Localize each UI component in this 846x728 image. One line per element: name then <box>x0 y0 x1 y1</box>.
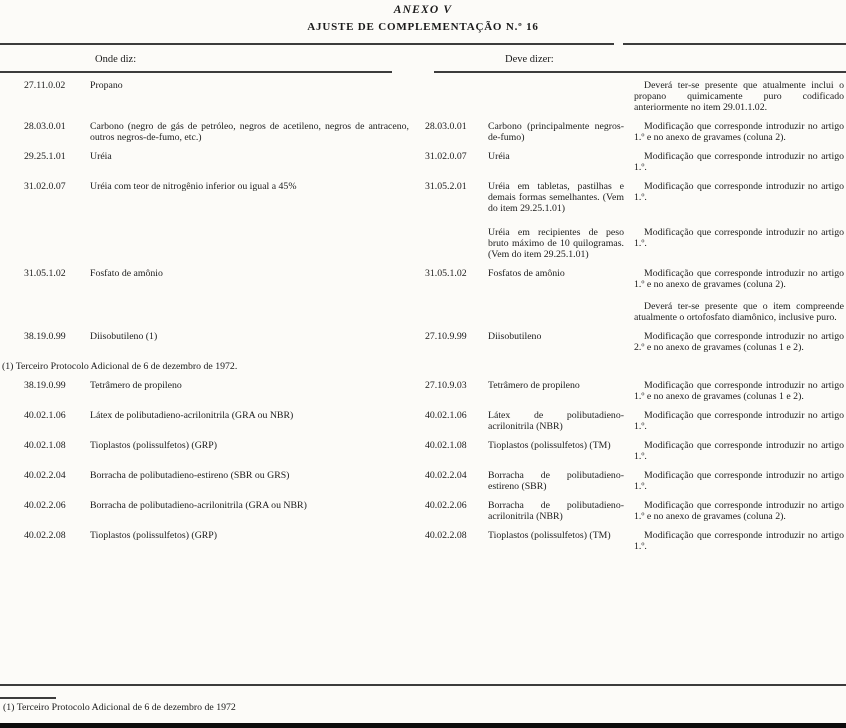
deve-dizer-cell <box>425 268 846 323</box>
modification-notes <box>634 440 846 462</box>
tariff-code-old: 31.05.1.02 <box>24 268 66 279</box>
modification-notes <box>634 181 846 214</box>
deve-dizer-cell <box>425 331 846 353</box>
header-divider <box>0 71 846 73</box>
note-paragraph: Modificação que corresponde introduzir no artigo 1.º e no anexo de gravames (colunas 1 e 2). <box>634 380 844 402</box>
tariff-code-new: 31.05.1.02 <box>425 268 467 279</box>
tariff-code-old: 40.02.2.06 <box>24 500 66 511</box>
description-old: Tetrâmero de propileno <box>90 380 182 391</box>
row-segment <box>425 500 846 522</box>
note-paragraph: Modificação que corresponde introduzir no artigo 1.º. <box>634 440 844 462</box>
row-segment <box>425 410 846 432</box>
note-paragraph: Modificação que corresponde introduzir no artigo 1.º. <box>634 530 844 552</box>
tariff-code-old: 28.03.0.01 <box>24 121 66 132</box>
description-old: Carbono (negro de gás de petróleo, negros de acetileno, negros de antraceno, outros negros-de-fumo, etc.) <box>90 121 409 143</box>
table-row <box>0 268 846 323</box>
description-new: Borracha de polibutadieno-acrilonitrila (NBR) <box>488 500 624 522</box>
row-segment <box>425 331 846 353</box>
note-paragraph: Modificação que corresponde introduzir no artigo 1.º. <box>634 410 844 432</box>
table-row <box>0 331 846 353</box>
description-old: Fosfato de amônio <box>90 268 163 279</box>
onde-diz-cell <box>0 470 425 492</box>
onde-diz-cell <box>0 181 425 260</box>
row-segment <box>425 440 846 462</box>
modification-notes <box>634 331 846 353</box>
modification-notes <box>634 268 846 323</box>
description-new: Fosfatos de amônio <box>488 268 565 279</box>
onde-diz-cell <box>0 380 425 402</box>
description-old: Tioplastos (polissulfetos) (GRP) <box>90 440 218 451</box>
row-segment <box>425 530 846 552</box>
deve-dizer-cell <box>425 410 846 432</box>
row-segment <box>425 151 846 173</box>
onde-diz-cell <box>0 268 425 323</box>
row-segment <box>425 121 846 143</box>
deve-dizer-cell <box>425 530 846 552</box>
description-old: Propano <box>90 80 123 91</box>
table-row <box>0 80 846 113</box>
column-header-row <box>0 45 846 71</box>
onde-diz-cell <box>0 121 425 143</box>
modification-notes <box>634 80 846 113</box>
description-old: Látex de polibutadieno-acrilonitrila (GRA ou NBR) <box>90 410 294 421</box>
row-segment <box>425 470 846 492</box>
deve-dizer-cell <box>425 380 846 402</box>
tariff-code-new: 40.02.1.08 <box>425 440 467 451</box>
deve-dizer-cell <box>425 181 846 260</box>
tariff-code-new: 31.05.2.01 <box>425 181 467 192</box>
tariff-code-old: 31.02.0.07 <box>24 181 66 192</box>
deve-dizer-cell <box>425 440 846 462</box>
table-row <box>0 151 846 173</box>
modification-notes <box>634 151 846 173</box>
row-segment <box>425 268 846 323</box>
description-new: Borracha de polibutadieno-estireno (SBR) <box>488 470 624 492</box>
description-old: Borracha de polibutadieno-estireno (SBR ou GRS) <box>90 470 290 481</box>
table-row <box>0 380 846 402</box>
description-new: Látex de polibutadieno-acrilonitrila (NBR) <box>488 410 624 432</box>
page-subtitle: AJUSTE DE COMPLEMENTAÇÃO N.º 16 <box>307 21 539 33</box>
description-new: Uréia em recipientes de peso bruto máximo de 10 quilogramas. (Vem do item 29.25.1.01) <box>488 227 624 260</box>
deve-dizer-cell <box>425 80 846 113</box>
note-paragraph: Deverá ter-se presente que atualmente inclui o propano quimicamente puro codificado anteriormente no item 29.01.1.02. <box>634 80 844 113</box>
tariff-code-new: 40.02.2.08 <box>425 530 467 541</box>
tariff-code-new <box>425 227 488 260</box>
row-segment <box>425 80 846 113</box>
deve-dizer-cell <box>425 500 846 522</box>
onde-diz-cell <box>0 410 425 432</box>
note-paragraph: Deverá ter-se presente que o item compreende atualmente o ortofosfato diamônico, inclusive puro. <box>634 301 844 323</box>
onde-diz-cell <box>0 151 425 173</box>
table-body <box>0 73 846 680</box>
inline-footnote <box>0 361 846 372</box>
note-paragraph: Modificação que corresponde introduzir no artigo 1.º e no anexo de gravames (coluna 2). <box>634 121 844 143</box>
tariff-code-old: 40.02.1.06 <box>24 410 66 421</box>
tariff-code-old: 38.19.0.99 <box>24 331 66 342</box>
description-new: Uréia em tabletas, pastilhas e demais formas semelhantes. (Vem do item 29.25.1.01) <box>488 181 624 214</box>
modification-notes <box>634 380 846 402</box>
deve-dizer-cell <box>425 470 846 492</box>
note-paragraph: Modificação que corresponde introduzir no artigo 1.º e no anexo de gravames (coluna 2). <box>634 268 844 290</box>
onde-diz-cell <box>0 530 425 552</box>
table-row <box>0 470 846 492</box>
tariff-code-old: 40.02.1.08 <box>24 440 66 451</box>
bottom-edge-bar <box>0 723 846 728</box>
row-segment <box>425 181 846 214</box>
column-header-onde-diz: Onde diz: <box>95 54 137 65</box>
modification-notes <box>634 121 846 143</box>
onde-diz-cell <box>0 500 425 522</box>
table-row <box>0 410 846 432</box>
description-new: Diisobutileno <box>488 331 542 342</box>
note-paragraph: Modificação que corresponde introduzir no artigo 1.º. <box>634 181 844 203</box>
page-title: ANEXO V <box>393 4 453 16</box>
tariff-code-new: 40.02.2.06 <box>425 500 467 511</box>
modification-notes <box>634 410 846 432</box>
tariff-code-new: 27.10.9.03 <box>425 380 467 391</box>
tariff-code-old: 40.02.2.04 <box>24 470 66 481</box>
deve-dizer-cell <box>425 151 846 173</box>
tariff-code-old: 40.02.2.08 <box>24 530 66 541</box>
tariff-code-new: 27.10.9.99 <box>425 331 467 342</box>
onde-diz-cell <box>0 80 425 113</box>
tariff-code-old: 29.25.1.01 <box>24 151 66 162</box>
tariff-code-new: 40.02.2.04 <box>425 470 467 481</box>
note-paragraph: Modificação que corresponde introduzir no artigo 1.º e no anexo de gravames (coluna 2). <box>634 500 844 522</box>
row-segment <box>425 227 846 260</box>
description-new: Carbono (principalmente negros-de-fumo) <box>488 121 624 143</box>
column-header-deve-dizer: Deve dizer: <box>505 54 554 65</box>
note-paragraph: Modificação que corresponde introduzir no artigo 2.º e no anexo de gravames (colunas 1 e 2). <box>634 331 844 353</box>
description-old: Tioplastos (polissulfetos) (GRP) <box>90 530 218 541</box>
description-new: Uréia <box>488 151 510 162</box>
modification-notes <box>634 530 846 552</box>
description-old: Uréia com teor de nitrogênio inferior ou igual a 45% <box>90 181 297 192</box>
tariff-code-old: 38.19.0.99 <box>24 380 66 391</box>
modification-notes <box>634 227 846 260</box>
note-paragraph: Modificação que corresponde introduzir no artigo 1.º. <box>634 470 844 492</box>
note-paragraph: Modificação que corresponde introduzir no artigo 1.º. <box>634 151 844 173</box>
description-old: Uréia <box>90 151 112 162</box>
description-new: Tioplastos (polissulfetos) (TM) <box>488 440 611 451</box>
table-row <box>0 500 846 522</box>
table-row <box>0 121 846 143</box>
description-old: Borracha de polibutadieno-acrilonitrila (GRA ou NBR) <box>90 500 307 511</box>
description-new: Tioplastos (polissulfetos) (TM) <box>488 530 611 541</box>
bottom-divider <box>0 684 846 686</box>
modification-notes <box>634 470 846 492</box>
table-row <box>0 530 846 552</box>
modification-notes <box>634 500 846 522</box>
tariff-code-new <box>425 80 488 113</box>
table-row <box>0 181 846 260</box>
onde-diz-cell <box>0 331 425 353</box>
bottom-footnote: (1) Terceiro Protocolo Adicional de 6 de dezembro de 1972 <box>3 701 236 713</box>
tariff-code-new: 40.02.1.06 <box>425 410 467 421</box>
table-row <box>0 440 846 462</box>
deve-dizer-cell <box>425 121 846 143</box>
description-new: Tetrâmero de propileno <box>488 380 580 391</box>
page-footer <box>0 684 846 713</box>
tariff-code-new: 28.03.0.01 <box>425 121 467 132</box>
description-new <box>488 80 634 113</box>
tariff-code-old: 27.11.0.02 <box>24 80 66 91</box>
description-old: Diisobutileno (1) <box>90 331 158 342</box>
tariff-code-new: 31.02.0.07 <box>425 151 467 162</box>
row-segment <box>425 380 846 402</box>
onde-diz-cell <box>0 440 425 462</box>
inline-footnote-text: (1) Terceiro Protocolo Adicional de 6 de dezembro de 1972. <box>2 361 238 372</box>
note-paragraph: Modificação que corresponde introduzir no artigo 1.º. <box>634 227 844 249</box>
